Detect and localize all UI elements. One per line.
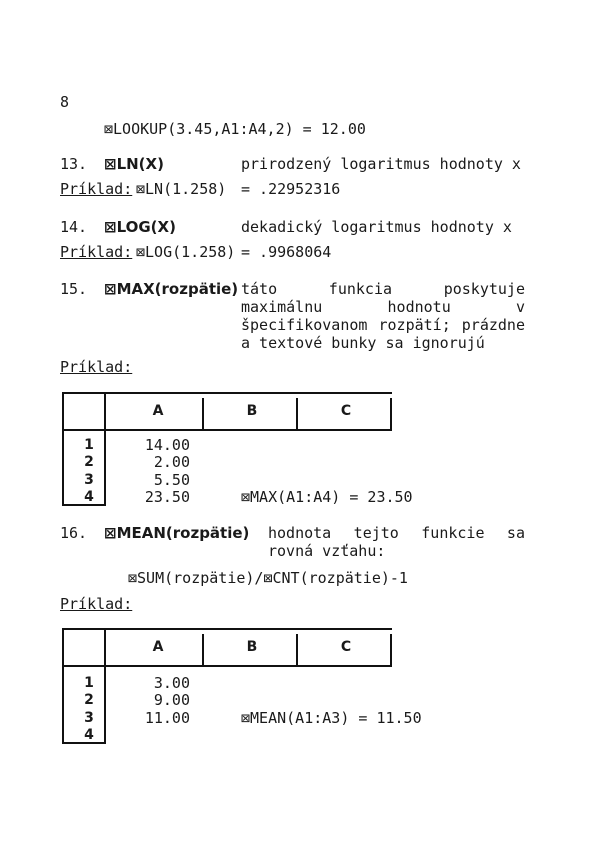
cell-value: 11.00 [144, 709, 190, 727]
column-header: B [246, 639, 258, 655]
example-expression: ⊠LOG(1.258) [136, 243, 236, 261]
column-header: C [340, 403, 352, 419]
example-result: = .22952316 [241, 180, 341, 198]
item-number: 14. [60, 218, 88, 236]
function-description: dekadický logaritmus hodnoty x [241, 218, 512, 236]
cell-value: 2.00 [153, 453, 190, 471]
example-expression: ⊠LN(1.258) [136, 180, 227, 198]
row-number: 3 [84, 710, 94, 726]
cell-formula: ⊠MAX(A1:A4) = 23.50 [241, 488, 413, 506]
item-number: 16. [60, 524, 88, 542]
row-number: 2 [84, 692, 94, 708]
cell-value: 3.00 [153, 674, 190, 692]
row-number: 3 [84, 472, 94, 488]
item-number: 15. [60, 280, 88, 298]
example-label: Príklad: [60, 243, 133, 261]
row-number: 2 [84, 454, 94, 470]
item-number: 13. [60, 155, 88, 173]
page-number: 8 [60, 93, 70, 111]
cell-formula: ⊠MEAN(A1:A3) = 11.50 [241, 709, 422, 727]
row-number: 4 [84, 489, 94, 505]
cell-value: 23.50 [144, 488, 190, 506]
function-description: prirodzený logaritmus hodnoty x [241, 155, 521, 173]
column-header: A [152, 639, 164, 655]
row-number: 4 [84, 727, 94, 743]
function-formula: ⊠SUM(rozpätie)/⊠CNT(rozpätie)-1 [128, 569, 408, 587]
lookup-example: ⊠LOOKUP(3.45,A1:A4,2) = 12.00 [104, 120, 366, 138]
row-number: 1 [84, 437, 94, 453]
row-number: 1 [84, 675, 94, 691]
example-label: Príklad: [60, 595, 133, 613]
example-label: Príklad: [60, 358, 133, 376]
cell-value: 9.00 [153, 691, 190, 709]
column-header: B [246, 403, 258, 419]
cell-value: 14.00 [144, 436, 190, 454]
example-label: Príklad: [60, 180, 133, 198]
column-header: A [152, 403, 164, 419]
function-name: ⊠MAX(rozpätie) [104, 280, 239, 298]
example-result: = .9968064 [241, 243, 332, 261]
function-description: hodnota tejto funkcie sa rovná vzťahu: [268, 524, 525, 560]
function-name: ⊠MEAN(rozpätie) [104, 524, 250, 542]
cell-value: 5.50 [153, 471, 190, 489]
column-header: C [340, 639, 352, 655]
function-name: ⊠LOG(X) [104, 218, 176, 236]
function-description: táto funkcia poskytuje maximálnu hodnotu v špecifikovanom rozpätí; prázdne a textové bunky sa ignorujú [241, 280, 525, 352]
function-name: ⊠LN(X) [104, 155, 164, 173]
